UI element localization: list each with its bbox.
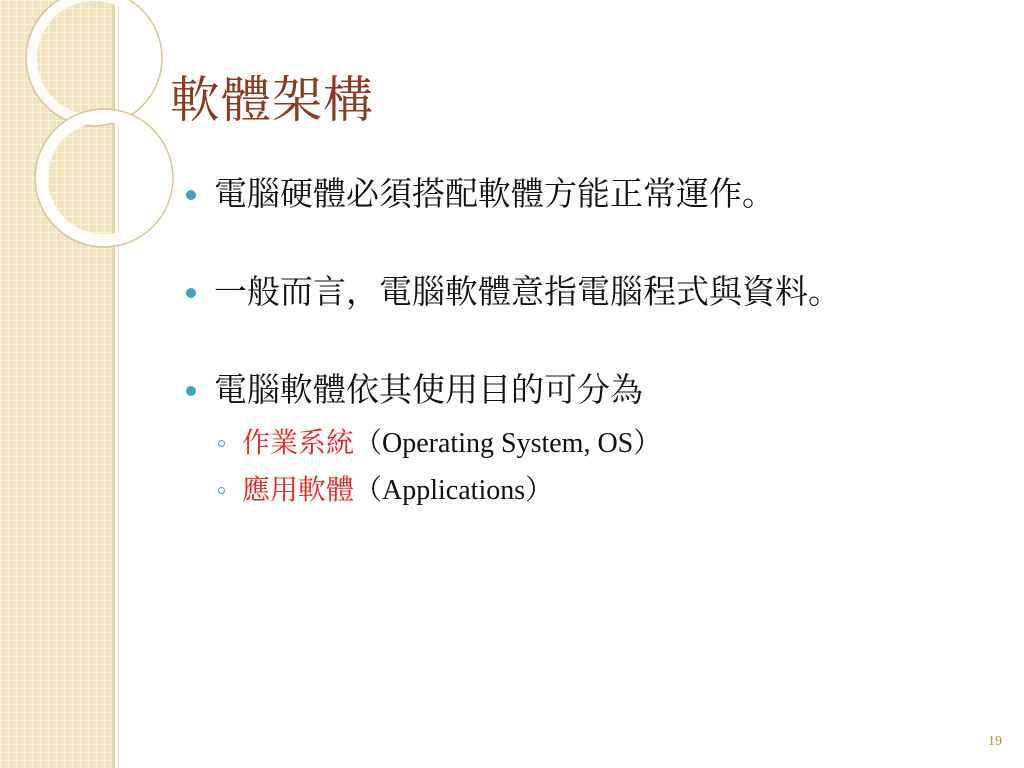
paren-open: （ [354, 473, 383, 506]
sub-bullet-list [182, 420, 1002, 514]
sub-bullet-item [182, 420, 1002, 467]
bullet-item [182, 168, 1002, 220]
bullet-list [182, 168, 1002, 514]
decorative-circles [0, 0, 180, 260]
bullet-text: 電腦軟體依其使用目的可分為 [214, 370, 643, 409]
bullet-text: 電腦硬體必須搭配軟體方能正常運作。 [214, 174, 775, 213]
page-number: 19 [988, 734, 1002, 749]
bullet-item [182, 266, 1002, 318]
paren-close: ） [525, 473, 554, 506]
sub-bullet-item [182, 467, 1002, 514]
decorative-circle-large [32, 0, 156, 120]
bullet-dot-icon [186, 190, 196, 200]
paren-close: ） [633, 426, 662, 459]
bullet-item [182, 364, 1002, 416]
ring-bullet-icon [218, 487, 225, 494]
sub-bullet-detail: Applications [382, 475, 526, 506]
sub-bullet-detail: Operating System, OS [382, 428, 634, 459]
decorative-circle-medium [42, 116, 166, 240]
sub-bullet-label: 應用軟體 [242, 473, 355, 506]
bullet-text: 一般而言，電腦軟體意指電腦程式與資料。 [214, 272, 841, 311]
ring-bullet-icon [218, 440, 225, 447]
bullet-dot-icon [186, 386, 196, 396]
sub-bullet-label: 作業系統 [242, 426, 355, 459]
bullet-dot-icon [186, 288, 196, 298]
paren-open: （ [354, 426, 383, 459]
slide-title: 軟體架構 [170, 71, 374, 129]
decorative-circle-medium-outline [35, 109, 173, 247]
